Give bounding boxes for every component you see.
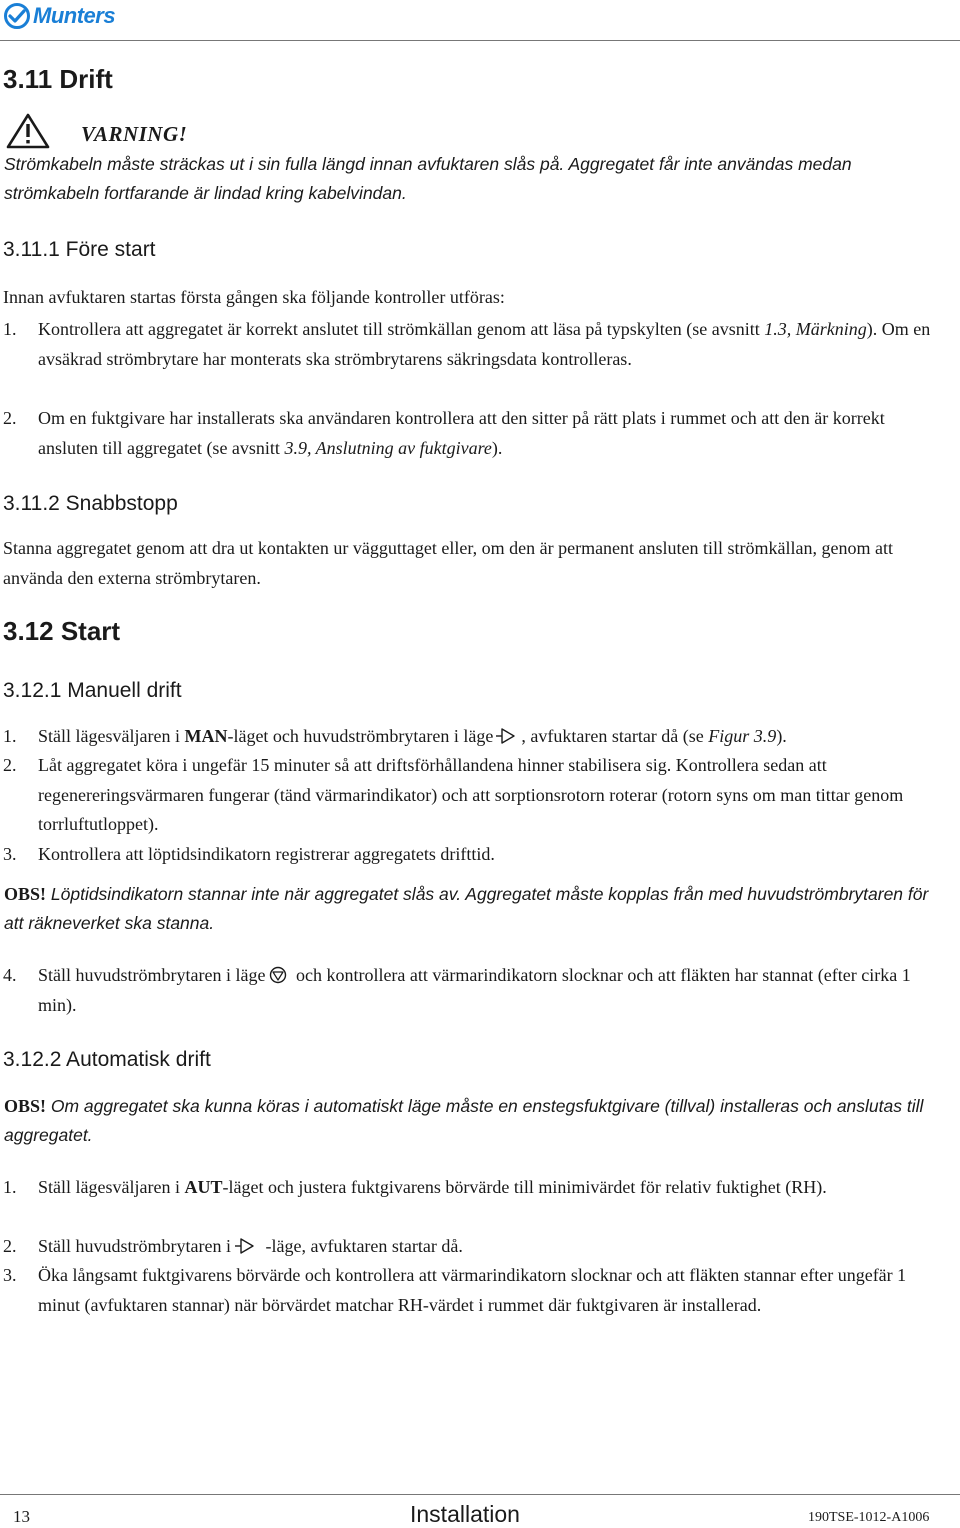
munters-logo xyxy=(4,3,115,29)
list-text: Ställ lägesväljaren i AUT-läget och justera fuktgivarens börvärde till minimivärdet för relativ fuktighet (RH). xyxy=(38,1177,827,1197)
header-divider xyxy=(0,40,960,41)
list-item xyxy=(3,751,943,840)
list-text: Låt aggregatet köra i ungefär 15 minuter så att driftsförhållandena hinner stabilisera sig. Kontrollera sedan att regenereringsvärmaren fungerar (tänd värmarindikator) och att sorptionsrotorn roterar (rotorn syns om man tittar genom torrluftutloppet). xyxy=(38,755,904,834)
brand-name: Munters xyxy=(33,3,116,28)
footer-divider xyxy=(0,1494,960,1495)
mode-label: MAN xyxy=(184,726,228,746)
subheading-manuell-drift: 3.12.1 Manuell drift xyxy=(3,679,182,702)
list-text: Om en fuktgivare har installerats ska användaren kontrollera att den sitter på rätt plats i rummet och att den är korrekt ansluten till aggregatet (se avsnitt 3.9, Anslutning av fuktgivare). xyxy=(38,408,885,458)
warning-text: Strömkabeln måste sträckas ut i sin fulla längd innan avfuktaren slås på. Aggregatet får inte användas medan strömkabeln fortfarande är lindad kring kabelvindan. xyxy=(4,154,852,203)
subheading-snabbstopp: 3.11.2 Snabbstopp xyxy=(3,492,178,515)
warning-title: VARNING! xyxy=(81,122,188,146)
list-item xyxy=(3,722,943,752)
mode-label: AUT xyxy=(184,1177,223,1197)
list-item xyxy=(3,1173,943,1203)
list-number: 2. xyxy=(3,755,17,775)
power-on-symbol-icon xyxy=(496,727,518,745)
list-number: 1. xyxy=(3,319,17,339)
list-item xyxy=(3,1232,943,1262)
obs-label: OBS! xyxy=(4,1096,47,1116)
list-number: 1. xyxy=(3,1177,17,1197)
obs-text: Löptidsindikatorn stannar inte när aggregatet slås av. Aggregatet måste kopplas från med huvudströmbrytaren för att räkneverket ska stanna. xyxy=(4,884,929,933)
list-text: Ställ huvudströmbrytaren i läge och kontrollera att värmarindikatorn slocknar och att fläkten har stannat (efter cirka 1 min). xyxy=(38,965,911,1015)
fore-start-intro: Innan avfuktaren startas första gången ska följande kontroller utföras: xyxy=(3,287,505,307)
list-item xyxy=(3,315,943,374)
munters-logo-icon xyxy=(4,3,30,29)
obs-text: Om aggregatet ska kunna köras i automatiskt läge måste en enstegsfuktgivare (tillval) installeras och anslutas till aggregatet. xyxy=(4,1096,924,1145)
list-text: Kontrollera att löptidsindikatorn registrerar aggregatets drifttid. xyxy=(38,844,495,864)
list-number: 2. xyxy=(3,1236,17,1256)
list-text: Ställ lägesväljaren i MAN-läget och huvudströmbrytaren i läge , avfuktaren startar då (se Figur 3.9). xyxy=(38,726,787,746)
list-number: 2. xyxy=(3,408,17,428)
section-heading-drift: 3.11 Drift xyxy=(3,64,113,94)
list-item xyxy=(3,1261,943,1320)
section-reference: 3.9, Anslutning av fuktgivare xyxy=(284,437,492,458)
warning-icon xyxy=(5,112,51,150)
snabbstopp-text: Stanna aggregatet genom att dra ut kontakten ur vägguttaget eller, om den är permanent ansluten till strömkällan, genom att använda den externa strömbrytaren. xyxy=(3,538,893,588)
list-item xyxy=(3,404,943,463)
power-on-symbol-icon xyxy=(234,1237,258,1255)
page-number: 13 xyxy=(13,1507,30,1526)
list-number: 3. xyxy=(3,844,17,864)
list-number: 1. xyxy=(3,726,17,746)
footer-chapter-title: Installation xyxy=(410,1501,520,1527)
document-number: 190TSE-1012-A1006 xyxy=(808,1510,930,1525)
list-item xyxy=(3,840,943,870)
obs-label: OBS! xyxy=(4,884,47,904)
subheading-automatisk-drift: 3.12.2 Automatisk drift xyxy=(3,1048,211,1071)
power-off-symbol-icon xyxy=(268,966,288,984)
list-number: 3. xyxy=(3,1265,17,1285)
section-heading-start: 3.12 Start xyxy=(3,616,121,646)
list-item xyxy=(3,961,943,1020)
list-text: Ställ huvudströmbrytaren i -läge, avfuktaren startar då. xyxy=(38,1236,463,1256)
list-number: 4. xyxy=(3,965,17,985)
figure-reference: Figur 3.9 xyxy=(708,726,777,746)
subheading-fore-start: 3.11.1 Före start xyxy=(3,238,156,261)
obs-note xyxy=(4,880,944,938)
list-text: Kontrollera att aggregatet är korrekt anslutet till strömkällan genom att läsa på typskylten (se avsnitt 1.3, Märkning). Om en avsäkrad strömbrytare har monterats ska strömbrytarens säkringsdata kontrolleras. xyxy=(38,319,931,369)
obs-note xyxy=(4,1092,944,1150)
list-text: Öka långsamt fuktgivarens börvärde och kontrollera att värmarindikatorn slocknar och att fläkten stannar efter ungefär 1 minut (avfuktaren stannar) när börvärdet matchar RH-värdet i rummet där fuktgivaren är installerad. xyxy=(38,1265,907,1315)
section-reference: 1.3, Märkning xyxy=(764,319,867,339)
